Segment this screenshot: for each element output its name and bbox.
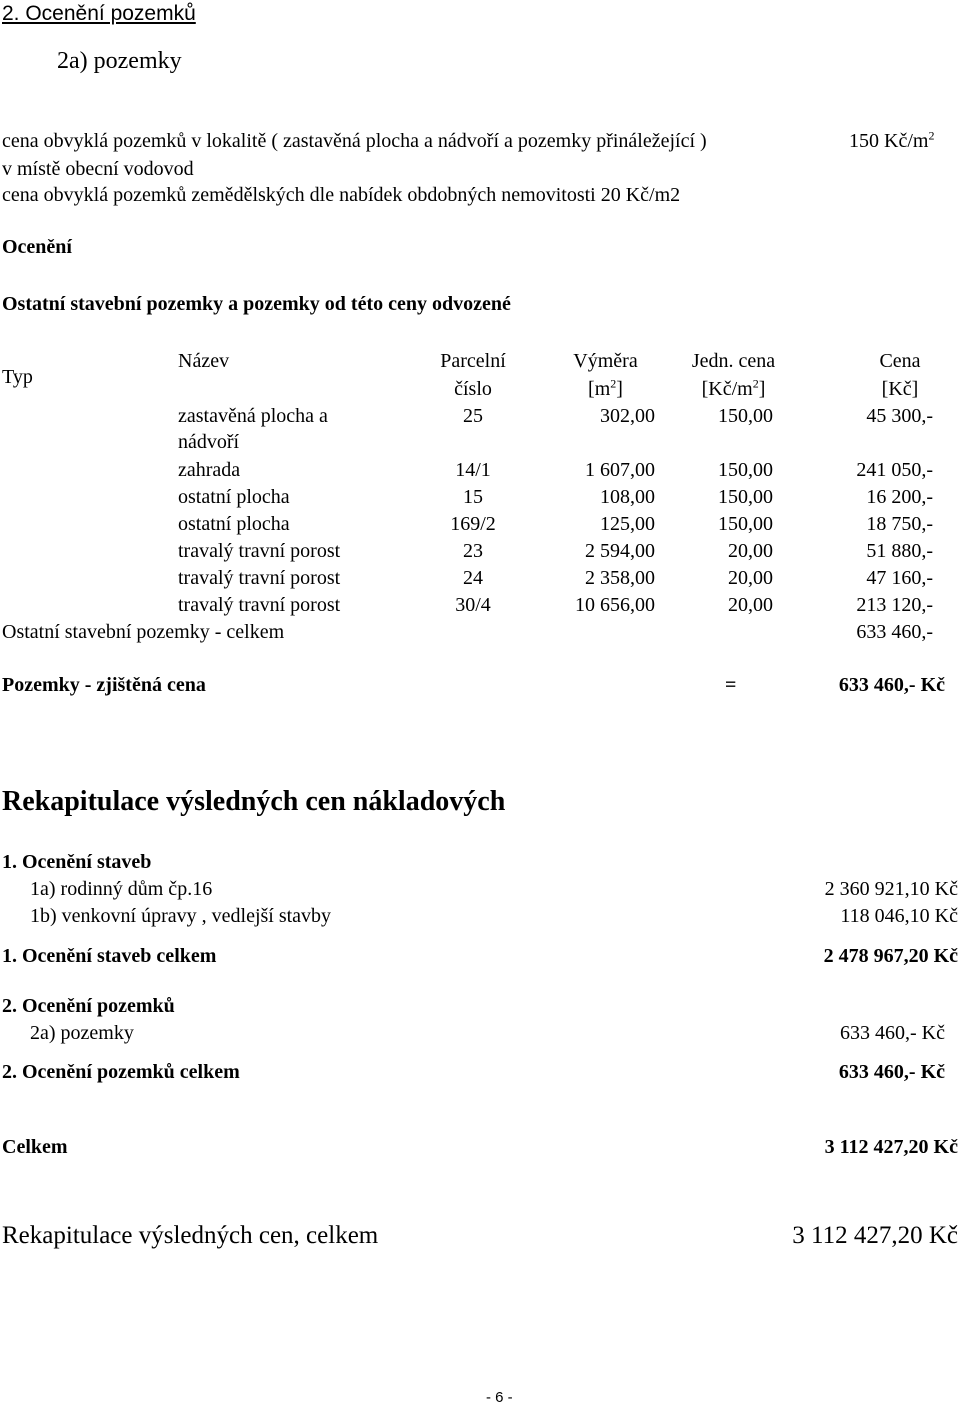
row-name: zahrada	[178, 459, 241, 481]
recap-item-value: 633 460,- Kč	[840, 1022, 945, 1044]
recap-buildings-total-label: 1. Ocenění staveb celkem	[2, 945, 217, 967]
header-vymera: Výměra	[573, 350, 638, 372]
typ-label: Typ	[2, 366, 33, 388]
row-area: 2 594,00	[585, 540, 655, 562]
row-price: 51 880,-	[866, 540, 933, 562]
row-price: 18 750,-	[866, 513, 933, 535]
recap-land-total-label: 2. Ocenění pozemků celkem	[2, 1061, 240, 1083]
found-price-eq: =	[725, 674, 737, 696]
row-area: 10 656,00	[575, 594, 655, 616]
recap-item-value: 118 046,10 Kč	[840, 905, 958, 927]
row-name: zastavěná plocha a	[178, 405, 328, 427]
row-unit-price: 150,00	[718, 513, 773, 535]
row-parcel: 24	[463, 567, 483, 589]
header-cena: Cena	[879, 350, 921, 372]
row-parcel: 23	[463, 540, 483, 562]
section-heading: 2. Ocenění pozemků	[2, 2, 196, 25]
recap-item-label: 2a) pozemky	[30, 1022, 134, 1044]
header-cena-unit: [Kč]	[881, 378, 919, 400]
section-subheading: 2a) pozemky	[57, 48, 182, 74]
recap-celkem-label: Celkem	[2, 1136, 68, 1158]
valuation-subtitle: Ostatní stavební pozemky a pozemky od této ceny odvozené	[2, 293, 511, 315]
row-parcel: 14/1	[455, 459, 491, 481]
row-unit-price: 150,00	[718, 405, 773, 427]
recap-buildings-heading: 1. Ocenění staveb	[2, 851, 152, 873]
intro-line-2: v místě obecní vodovod	[2, 158, 194, 180]
row-unit-price: 20,00	[728, 567, 773, 589]
row-parcel: 25	[463, 405, 483, 427]
row-unit-price: 20,00	[728, 594, 773, 616]
header-parcelni: Parcelní	[440, 350, 506, 372]
recap-buildings-total-value: 2 478 967,20 Kč	[823, 945, 958, 967]
row-name: ostatní plocha	[178, 486, 290, 508]
found-price-value: 633 460,- Kč	[838, 674, 945, 696]
recap-final-label: Rekapitulace výsledných cen, celkem	[2, 1222, 379, 1249]
row-name: travalý travní porost	[178, 567, 341, 589]
recap-land-total-value: 633 460,- Kč	[838, 1061, 945, 1083]
header-vymera-unit: $[m^2]$	[588, 376, 623, 400]
row-name: ostatní plocha	[178, 513, 290, 535]
row-area: 2 358,00	[585, 567, 655, 589]
intro-line-3: cena obvyklá pozemků zemědělských dle nabídek obdobných nemovitosti 20 Kč/m2	[2, 184, 681, 206]
row-area: 1 607,00	[585, 459, 655, 481]
header-jedn-cena-unit: $[Kč/m^2]$	[701, 376, 766, 400]
found-price-label: Pozemky - zjištěná cena	[2, 674, 206, 696]
row-price: 241 050,-	[856, 459, 933, 481]
row-name: travalý travní porost	[178, 540, 341, 562]
recap-item-value: 2 360 921,10 Kč	[824, 878, 958, 900]
table-total-label: Ostatní stavební pozemky - celkem	[2, 621, 285, 643]
valuation-title: Ocenění	[2, 236, 72, 258]
row-area: 302,00	[600, 405, 655, 427]
header-jedn-cena: Jedn. cena	[691, 350, 776, 372]
row-unit-price: 150,00	[718, 486, 773, 508]
intro-line-1-value: 150 $Kč/m^2$	[849, 128, 935, 152]
row-price: 213 120,-	[856, 594, 933, 616]
row-unit-price: 20,00	[728, 540, 773, 562]
table-total-value: 633 460,-	[856, 621, 933, 643]
row-parcel: 15	[463, 486, 483, 508]
row-name-cont: nádvoří	[178, 431, 240, 453]
intro-line-1: cena obvyklá pozemků v lokalitě ( zastavěná plocha a nádvoří a pozemky přináležející )	[2, 130, 707, 152]
row-price: 45 300,-	[866, 405, 933, 427]
row-unit-price: 150,00	[718, 459, 773, 481]
row-parcel: 169/2	[450, 513, 496, 535]
page-number: - 6 -	[486, 1389, 513, 1406]
recap-title: Rekapitulace výsledných cen nákladových	[2, 786, 506, 817]
row-price: 47 160,-	[866, 567, 933, 589]
recap-celkem-value: 3 112 427,20 Kč	[824, 1136, 958, 1158]
row-area: 108,00	[600, 486, 655, 508]
recap-item-label: 1b) venkovní úpravy , vedlejší stavby	[30, 905, 332, 927]
row-price: 16 200,-	[866, 486, 933, 508]
header-cislo: číslo	[454, 378, 492, 400]
recap-final-value: 3 112 427,20 Kč	[792, 1222, 958, 1249]
header-nazev: Název	[178, 350, 230, 372]
recap-item-label: 1a) rodinný dům čp.16	[30, 878, 213, 900]
row-name: travalý travní porost	[178, 594, 341, 616]
row-area: 125,00	[600, 513, 655, 535]
recap-land-heading: 2. Ocenění pozemků	[2, 995, 175, 1017]
row-parcel: 30/4	[455, 594, 491, 616]
